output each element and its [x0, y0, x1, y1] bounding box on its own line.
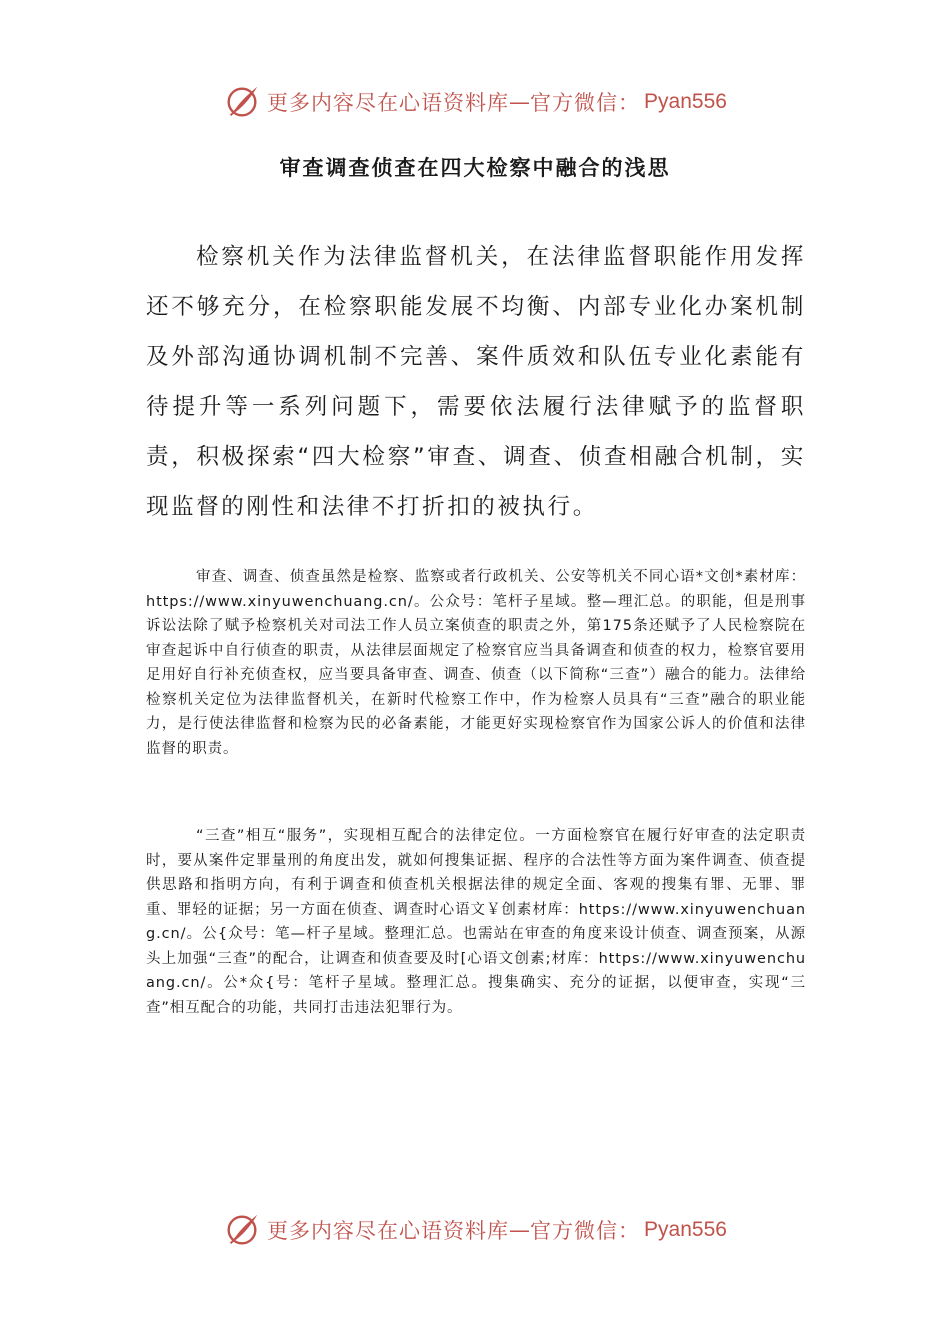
- footer-banner: [0, 1208, 950, 1252]
- body-paragraph-2: “三查”相互“服务”，实现相互配合的法律定位。一方面检察官在履行好审查的法定职责时，要从案件定罪量刑的角度出发，就如何搜集证据、程序的合法性等方面为案件调查、侦查提供思路和指明方向，有利于调查和侦查机关根据法律的规定全面、客观的搜集有罪、无罪、罪重、罪轻的证据；另一方面在侦查、调查时心语文￥创素材库：https://www.xinyuwenchuang.cn/。公{众号：笔—杆子星域。整理汇总。也需站在审查的角度来设计侦查、调查预案，从源头上加强“三查”的配合，让调查和侦查要及时[心语文创素;材库：https://www.xinyuwenchuang.cn/。公*众{号：笔杆子星域。整理汇总。搜集确实、充分的证据，以便审查，实现“三查”相互配合的功能，共同打击违法犯罪行为。: [146, 828, 806, 1016]
- banner-separator: —: [509, 90, 531, 114]
- banner-text: 更多内容尽在心语资料库: [267, 1219, 510, 1243]
- quill-logo-icon: [223, 1211, 261, 1249]
- banner-text: 更多内容尽在心语资料库: [267, 91, 510, 115]
- body-paragraph-1: 审查、调查、侦查虽然是检察、监察或者行政机关、公安等机关不同心语*文创*素材库：https://www.xinyuwenchuang.cn/。公众号：笔杆子星域。整—理汇总。的职能，但是刑事诉讼法除了赋予检察机关对司法工作人员立案侦查的职责之外，第175条还赋予了人民检察院在审查起诉中自行侦查的职责，从法律层面规定了检察官应当具备调查和侦查的权力，检察官要用足用好自行补充侦查权，应当要具备审查、调查、侦查（以下简称“三查”）融合的能力。法律给检察机关定位为法律监督机关，在新时代检察工作中，作为检察人员具有“三查”融合的职业能力，是行使法律监督和检察为民的必备素能，才能更好实现检察官作为国家公诉人的价值和法律监督的职责。: [146, 569, 806, 757]
- lead-paragraph: 检察机关作为法律监督机关，在法律监督职能作用发挥还不够充分，在检察职能发展不均衡、内部专业化办案机制及外部沟通协调机制不完善、案件质效和队伍专业化素能有待提升等一系列问题下，需要依法履行法律赋予的监督职责，积极探索“四大检察”审查、调查、侦查相融合机制，实现监督的刚性和法律不打折扣的被执行。: [146, 244, 806, 520]
- header-banner: [0, 80, 950, 124]
- banner-id: Pyan556: [644, 90, 727, 113]
- quill-logo-icon: [223, 83, 261, 121]
- banner-label: 官方微信：: [530, 1219, 641, 1243]
- banner-label: 官方微信：: [530, 91, 641, 115]
- banner-id: Pyan556: [644, 1218, 727, 1241]
- document-title: 审查调查侦查在四大检察中融合的浅思: [279, 156, 671, 180]
- banner-separator: —: [509, 1218, 531, 1242]
